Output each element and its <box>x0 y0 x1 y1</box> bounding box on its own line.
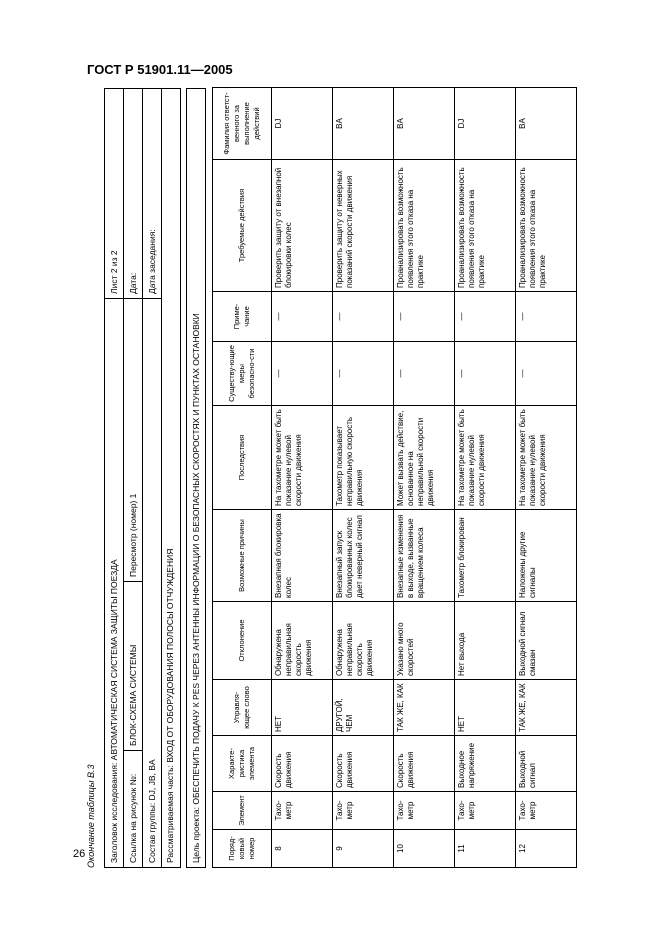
cell-consequences: На тахометре может быть показание нулевой скорости движения <box>516 406 577 510</box>
cell-deviation: Указано много скоростей <box>394 602 455 680</box>
table-continuation-caption: Окончание таблицы В.3 <box>86 764 96 868</box>
table-row <box>516 88 577 868</box>
cell-responsible: DJ <box>272 88 333 160</box>
cell-safeguards: — <box>394 342 455 406</box>
cell-causes: Внезапные изменения в выходе, вызванные вращением колеса <box>394 510 455 602</box>
cell-guide-word: ТАК ЖЕ, КАК <box>394 680 455 736</box>
col-header-responsible: Фамилия ответст-венного за выполнение действий <box>213 88 272 160</box>
cell-consequences: Может вызвать действие, основанное на неправильной скорости движения <box>394 406 455 510</box>
cell-actions: Проверить защиту от неверных показаний скорости движения <box>333 160 394 292</box>
cell-guide-word: НЕТ <box>272 680 333 736</box>
group-table <box>142 88 162 868</box>
study-title: Заголовок исследования: АВТОМАТИЧЕСКАЯ СИСТЕМА ЗАЩИТЫ ПОЕЗДА <box>105 299 124 868</box>
considered-part: Рассматриваемая часть: ВХОД ОТ ОБОРУДОВАНИЯ ПОЛОСЫ ОТЧУЖДЕНИЯ <box>161 88 181 868</box>
cell-element: Тахо-метр <box>272 792 333 830</box>
cell-characteristic: Скорость движения <box>272 736 333 792</box>
page-number: 26 <box>73 848 86 860</box>
cell-guide-word: ТАК ЖЕ, КАК <box>516 680 577 736</box>
cell-characteristic: Выходной сигнал <box>516 736 577 792</box>
col-header-safeguards: Существу-ющие меры безопасно-сти <box>213 342 272 406</box>
cell-element: Тахо-метр <box>516 792 577 830</box>
cell-element: Тахо-метр <box>333 792 394 830</box>
cell-deviation: Обнаружена неправильная скорость движения <box>272 602 333 680</box>
cell-causes: Наложены другие сигналы <box>516 510 577 602</box>
document-header: ГОСТ Р 51901.11—2005 <box>87 62 233 77</box>
cell-safeguards: — <box>516 342 577 406</box>
col-header-remarks: Приме-чание <box>213 292 272 342</box>
table-row <box>333 88 394 868</box>
hazop-table <box>212 87 577 868</box>
cell-number: 11 <box>455 830 516 868</box>
cell-deviation: Обнаружена неправильная скорость движения <box>333 602 394 680</box>
col-header-characteristic: Характе-ристика элемента <box>213 736 272 792</box>
cell-remarks: — <box>394 292 455 342</box>
cell-actions: Проанализировать возможность появления этого отказа на практике <box>455 160 516 292</box>
date-field: Дата: <box>124 89 143 299</box>
cell-responsible: BA <box>516 88 577 160</box>
cell-guide-word: ДРУГОЙ, ЧЕМ <box>333 680 394 736</box>
cell-responsible: BA <box>394 88 455 160</box>
table-row <box>455 88 516 868</box>
cell-remarks: — <box>455 292 516 342</box>
cell-remarks: — <box>272 292 333 342</box>
cell-number: 12 <box>516 830 577 868</box>
cell-remarks: — <box>333 292 394 342</box>
cell-causes: Внезапная блокировка колес <box>272 510 333 602</box>
cell-actions: Проанализировать возможность появления этого отказа на практике <box>516 160 577 292</box>
revision-number: Пересмотр (номер) 1 <box>124 299 143 582</box>
cell-safeguards: — <box>333 342 394 406</box>
cell-consequences: Тахометр показывает неправильную скорость движения <box>333 406 394 510</box>
table-row <box>394 88 455 868</box>
table-row <box>272 88 333 868</box>
cell-deviation: Выходной сигнал смазан <box>516 602 577 680</box>
cell-remarks: — <box>516 292 577 342</box>
cell-causes: Внезапный запуск блокированных колес дает неверный сигнал <box>333 510 394 602</box>
sheet-number: Лист 2 из 2 <box>105 89 124 299</box>
meeting-date: Дата заседания: <box>143 89 162 299</box>
cell-consequences: На тахометре может быть показание нулевой скорости движения <box>455 406 516 510</box>
col-header-element: Элемент <box>213 792 272 830</box>
cell-element: Тахо-метр <box>394 792 455 830</box>
cell-safeguards: — <box>455 342 516 406</box>
cell-number: 9 <box>333 830 394 868</box>
cell-causes: Тахометр блокирован <box>455 510 516 602</box>
cell-consequences: На тахометре может быть показание нулевой скорости движения <box>272 406 333 510</box>
figure-ref-table <box>123 88 143 868</box>
cell-number: 10 <box>394 830 455 868</box>
cell-actions: Проверить защиту от внезапной блокировки колес <box>272 160 333 292</box>
figure-name: БЛОК-СХЕМА СИСТЕМЫ <box>124 582 143 751</box>
cell-responsible: BA <box>333 88 394 160</box>
rotated-table-region <box>86 88 606 868</box>
table-header-row <box>213 88 272 868</box>
figure-ref-label: Ссылка на рисунок №: <box>124 751 143 868</box>
cell-responsible: DJ <box>455 88 516 160</box>
project-goal: Цель проекта: ОБЕСПЕЧИТЬ ПОДАЧУ К PES ЧЕРЕЗ АНТЕННЫ ИНФОРМАЦИИ О БЕЗОПАСНЫХ СКОРОСТЯХ И ПУНКТАХ ОСТАНОВКИ <box>186 88 206 868</box>
cell-element: Тахо-метр <box>455 792 516 830</box>
cell-guide-word: НЕТ <box>455 680 516 736</box>
group-members: Состав группы: DJ, JB, BA <box>143 299 162 868</box>
col-header-consequences: Последствия <box>213 406 272 510</box>
study-header-table <box>104 88 124 868</box>
col-header-causes: Возможные причины <box>213 510 272 602</box>
cell-actions: Проанализировать возможность появления этого отказа на практике <box>394 160 455 292</box>
cell-characteristic: Скорость движения <box>394 736 455 792</box>
col-header-deviation: Отклонение <box>213 602 272 680</box>
col-header-number: Поряд-ковый номер <box>213 830 272 868</box>
cell-characteristic: Выходное напряжение <box>455 736 516 792</box>
col-header-guide-word: Управля-ющее слово <box>213 680 272 736</box>
cell-characteristic: Скорость движения <box>333 736 394 792</box>
cell-deviation: Нет выхода <box>455 602 516 680</box>
col-header-actions: Требуемые действия <box>213 160 272 292</box>
cell-safeguards: — <box>272 342 333 406</box>
cell-number: 8 <box>272 830 333 868</box>
